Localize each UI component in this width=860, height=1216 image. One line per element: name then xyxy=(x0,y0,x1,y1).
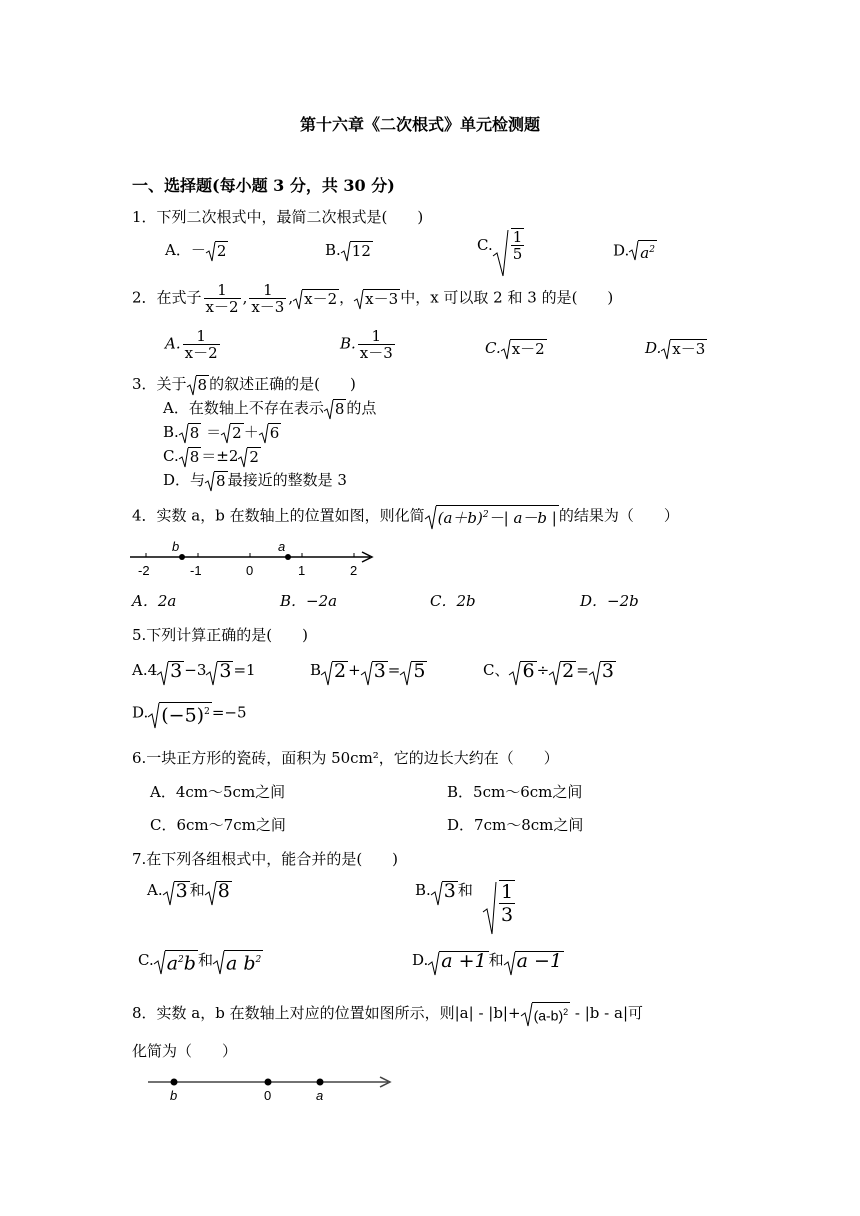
number-line-q4 xyxy=(128,541,378,581)
point-zero-label: 0 xyxy=(264,1088,272,1103)
question-2-stem: 2．在式子 $\frac{1}{x-2}$ , $\frac{1}{x-3}$ , x－2 ， x－3 中，x 可以取 2 和 3 的是( ) xyxy=(132,281,614,316)
q2-option-d: D. x－3 xyxy=(645,339,706,358)
q5-option-a: A.4 3 −3 3 =1 xyxy=(132,660,256,681)
tick-label-0: -2 xyxy=(138,563,150,578)
q4-option-d: D．−2b xyxy=(580,592,639,610)
q3-option-a: A．在数轴上不存在表示 8 的点 xyxy=(163,399,377,418)
question-8-line2: 化简为（ ） xyxy=(132,1042,238,1060)
q2-option-a: A. $\frac{1}{x-2}$ xyxy=(165,327,218,362)
q5-option-b: B 2 + 3 = 5 xyxy=(310,660,427,681)
q7-option-b-frac: $\frac{1}{3}$ xyxy=(483,880,517,926)
q6-option-d: D．7cm～8cm之间 xyxy=(447,816,584,834)
q4-option-c: C．2b xyxy=(430,592,476,610)
q5-option-c: C、 6 ÷ 2 = 3 xyxy=(483,660,616,681)
question-3-stem: 3．关于 8 的叙述正确的是( ) xyxy=(132,375,356,394)
q1-option-a: A．－ 2 xyxy=(165,241,227,260)
question-7-stem: 7.在下列各组根式中，能合并的是( ) xyxy=(132,850,399,868)
q2-option-b: B. $\frac{1}{x-3}$ xyxy=(340,327,393,362)
q7-option-c: C. $a^2b$ 和 a $b^2$ xyxy=(138,951,262,975)
q1-option-c: C. $\frac{1}{5}$ xyxy=(477,228,526,262)
q3-option-c: C. 8 ＝±2 2 xyxy=(163,447,259,466)
question-5-stem: 5.下列计算正确的是( ) xyxy=(132,626,309,644)
tick-label-4: 2 xyxy=(350,563,358,578)
question-8-stem: 8．实数 a，b 在数轴上对应的位置如图所示，则|a| - |b|+ $(a-b)^2 - |b - a|$可 xyxy=(132,1002,643,1026)
q4-option-b: B．−2a xyxy=(280,592,338,610)
point-a xyxy=(317,1079,324,1086)
point-b xyxy=(171,1079,178,1086)
tick-label-1: -1 xyxy=(190,563,202,578)
section-heading: 一、选择题(每小题 3 分，共 30 分) xyxy=(132,176,395,195)
page-title: 第十六章《二次根式》单元检测题 xyxy=(300,115,541,134)
q4-option-a: A．2a xyxy=(132,592,177,610)
q5-option-d: D. $(-5)^2 =-5$ xyxy=(132,703,247,727)
question-6-stem: 6.一块正方形的瓷砖，面积为 50cm²，它的边长大约在（ ） xyxy=(132,749,559,767)
q7-option-d: D. a +1 和 a −1 xyxy=(412,950,564,971)
q3-option-d: D．与 8 最接近的整数是 3 xyxy=(163,471,347,490)
point-a xyxy=(285,554,291,560)
point-a-label: a xyxy=(316,1088,324,1103)
point-zero xyxy=(265,1079,272,1086)
number-line-q8 xyxy=(140,1068,400,1108)
q1-option-b: B. 12 xyxy=(325,241,371,260)
tick-label-2: 0 xyxy=(246,563,254,578)
q2-option-c: C. x－2 xyxy=(485,339,545,358)
q7-option-b: B. 3 和 xyxy=(415,880,473,901)
point-b-label: b xyxy=(170,1088,178,1103)
q6-option-a: A．4cm～5cm之间 xyxy=(150,783,286,801)
point-b-label: b xyxy=(172,541,180,554)
q1-option-d: D. $a^2$ xyxy=(613,241,655,262)
question-1-stem: 1．下列二次根式中，最简二次根式是( ) xyxy=(132,208,424,226)
question-4-stem: 4．实数 a，b 在数轴上的位置如图，则化简 $(a+b)^2-|$ a－b | 的结果为（ ） xyxy=(132,506,679,527)
tick-label-3: 1 xyxy=(298,563,306,578)
q7-option-a: A. 3 和 8 xyxy=(147,880,232,901)
point-b xyxy=(179,554,185,560)
point-a-label: a xyxy=(278,541,286,554)
q3-option-b: B. 8 ＝ 2 ＋ 6 xyxy=(163,423,280,442)
q6-option-c: C．6cm～7cm之间 xyxy=(150,816,286,834)
q6-option-b: B．5cm～6cm之间 xyxy=(447,783,583,801)
